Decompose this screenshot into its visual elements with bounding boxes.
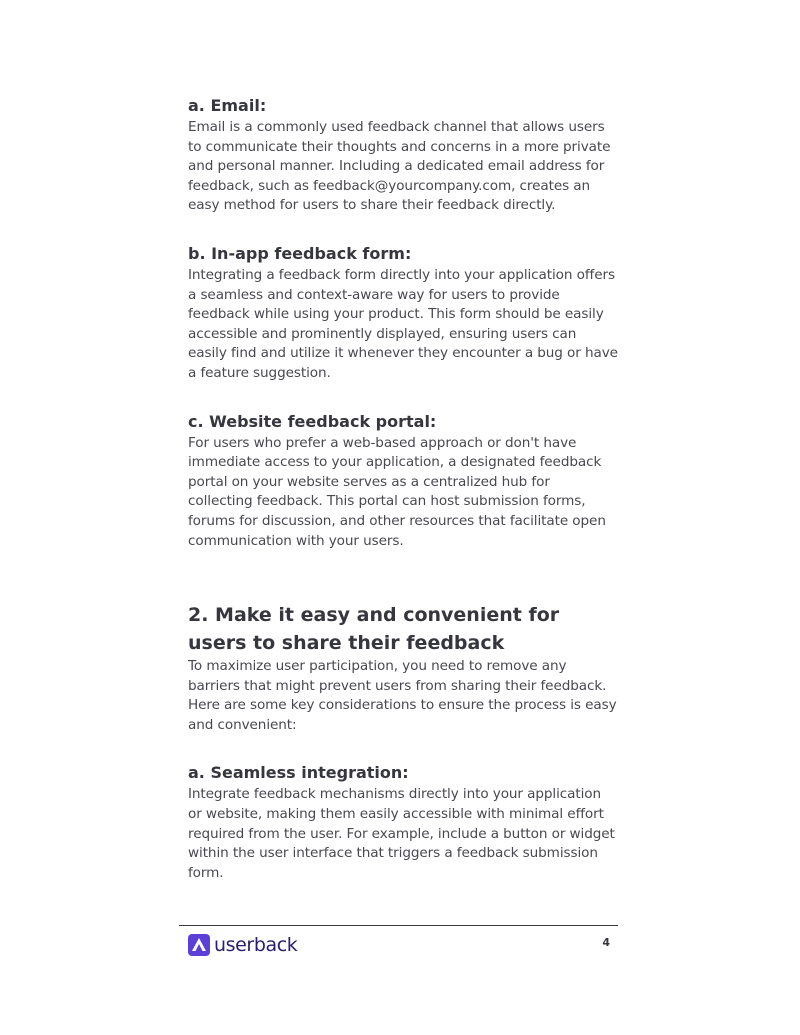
section-paragraph: Integrate feedback mechanisms directly into your application or website, making them easily accessible with minimal effort required from the user. For example, include a button or widget within the user interface that triggers a feedback submission form. [188, 786, 615, 881]
section-in-app-form [188, 242, 618, 384]
section-seamless-integration [188, 761, 618, 883]
section-heading: a. Email: [188, 96, 267, 115]
section-make-it-easy [188, 601, 618, 735]
section-heading: b. In-app feedback form: [188, 243, 412, 263]
page-number: 4 [602, 936, 610, 949]
section-paragraph: Integrating a feedback form directly into your application offers a seamless and context-aware way for users to provide feedback while using your product. This form should be easily accessible and prominently displayed, ensuring users can easily find and utilize it whenever they encounter a bug or have a feature suggestion. [188, 266, 618, 381]
section-paragraph: For users who prefer a web-based approach or don't have immediate access to your application, a designated feedback portal on your website serves as a centralized hub for collecting feedback. This portal can host submission forms, forums for discussion, and other resources that facilitate open communication with your users. [188, 434, 606, 549]
main-intro-paragraph: To maximize user participation, you need to remove any barriers that might prevent users from sharing their feedback. Here are some key considerations to ensure the process is easy and convenient: [188, 658, 617, 733]
section-heading: c. Website feedback portal: [188, 411, 437, 431]
userback-logo-icon [188, 934, 210, 956]
logo-wordmark: userback [214, 934, 298, 956]
page-footer [179, 925, 618, 966]
section-paragraph: Email is a commonly used feedback channel that allows users to communicate their thoughts and concerns in a more private and personal manner. Including a dedicated email address for feedback, such as feedback@yourcompany.com, creates an easy method for users to share their feedback directly. [188, 119, 611, 214]
section-heading: a. Seamless integration: [188, 763, 409, 783]
main-heading: 2. Make it easy and convenient for users to share their feedback [188, 604, 560, 655]
document-body [188, 94, 618, 909]
userback-logo [188, 934, 297, 956]
section-website-portal [188, 410, 618, 552]
section-email [188, 94, 618, 216]
